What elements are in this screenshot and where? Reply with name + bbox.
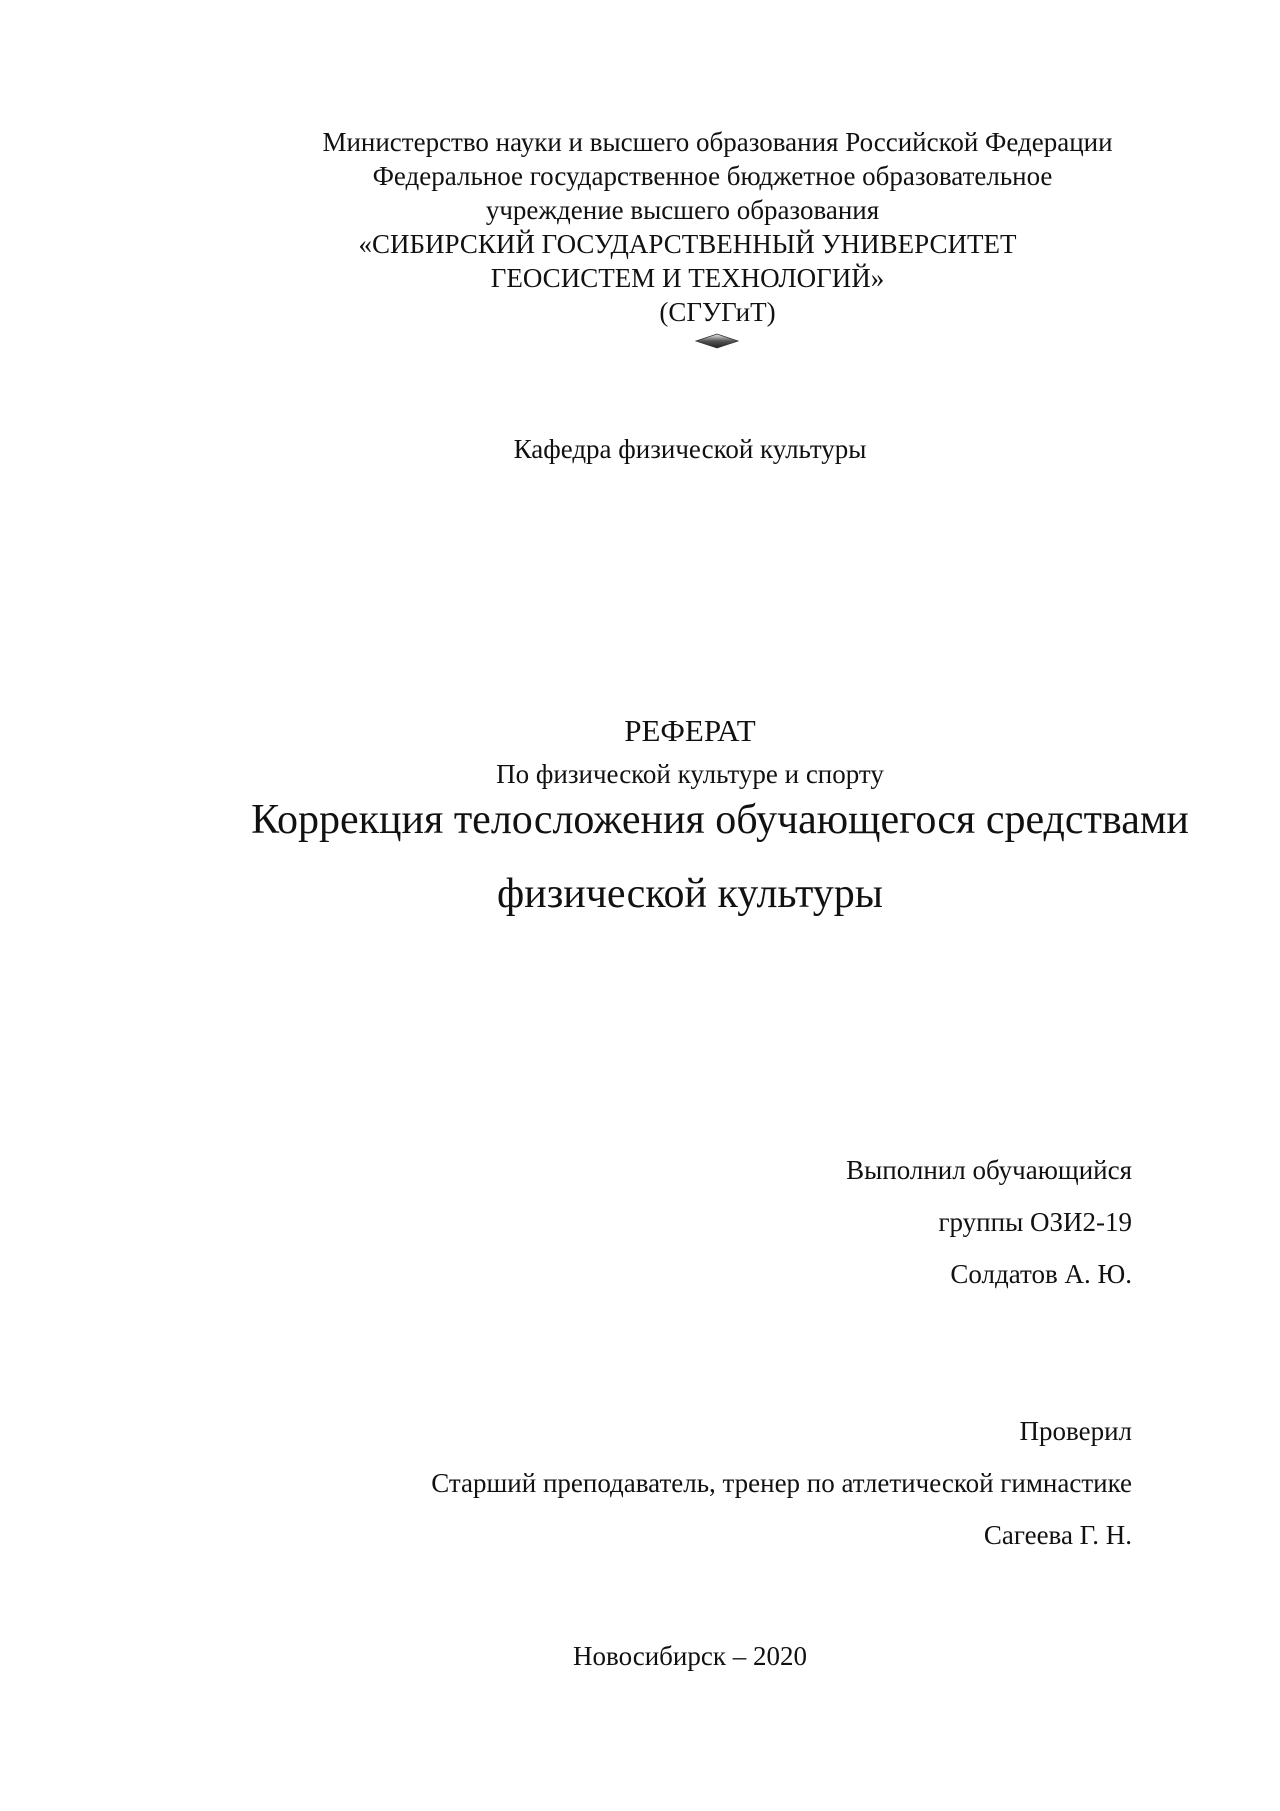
author-group: группы ОЗИ2-19 (938, 1207, 1132, 1237)
university-name-line-2: ГЕОСИСТЕМ И ТЕХНОЛОГИЙ» (490, 263, 885, 293)
city-year: Новосибирск – 2020 (573, 1641, 807, 1671)
reviewer-position: Старший преподаватель, тренер по атлетической гимнастике (431, 1468, 1132, 1498)
document-type: РЕФЕРАТ (624, 713, 756, 748)
document-subject: По физической культуре и спорту (496, 759, 884, 789)
divider-ornament (578, 332, 856, 350)
ministry-line: Министерство науки и высшего образования Российской Федерации (322, 127, 1113, 157)
document-title-line-1: Коррекция телосложения обучающегося средствами (251, 797, 1189, 843)
institution-type-line-1: Федеральное государственное бюджетное образовательное (372, 161, 1053, 191)
reviewer-name: Сагеева Г. Н. (983, 1520, 1132, 1550)
document-title-line-2: физической культуры (497, 871, 883, 917)
author-label: Выполнил обучающийся (846, 1155, 1132, 1185)
author-name: Солдатов А. Ю. (950, 1259, 1132, 1289)
university-name-line-1: «СИБИРСКИЙ ГОСУДАРСТВЕННЫЙ УНИВЕРСИТЕТ (358, 229, 1017, 259)
institution-type-line-2: учреждение высшего образования (485, 195, 880, 225)
reviewer-label: Проверил (1019, 1416, 1132, 1446)
department-name: Кафедра физической культуры (513, 434, 867, 464)
university-abbreviation: (СГУГиТ) (659, 297, 776, 327)
